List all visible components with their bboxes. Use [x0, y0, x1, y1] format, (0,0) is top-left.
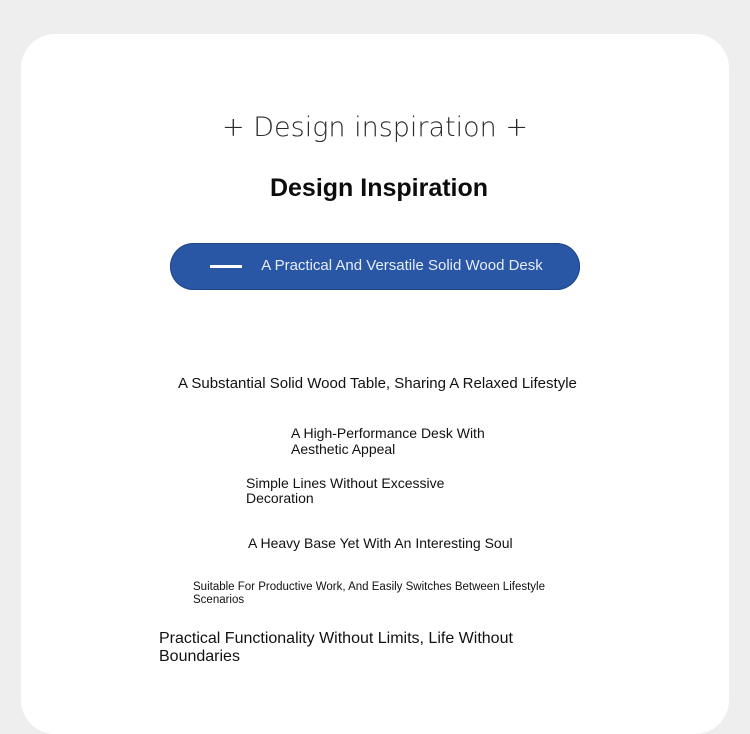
banner-decor-line [210, 265, 242, 268]
feature-text-5: Suitable For Productive Work, And Easily Switches Between Lifestyle Scenarios [193, 581, 545, 606]
banner-text: A Practical And Versatile Solid Wood Desk [261, 257, 543, 274]
feature-text-1: A Substantial Solid Wood Table, Sharing A Relaxed Lifestyle [178, 375, 577, 392]
section-heading: + Design inspiration + [222, 112, 528, 143]
feature-text-6: Practical Functionality Without Limits, Life Without Boundaries [159, 630, 513, 665]
feature-text-4: A Heavy Base Yet With An Interesting Soul [248, 535, 513, 551]
feature-text-3: Simple Lines Without Excessive Decoration [246, 475, 445, 506]
page-title: Design Inspiration [269, 174, 489, 202]
feature-text-2: A High-Performance Desk With Aesthetic Appeal [291, 425, 485, 457]
banner-pill [170, 243, 580, 290]
